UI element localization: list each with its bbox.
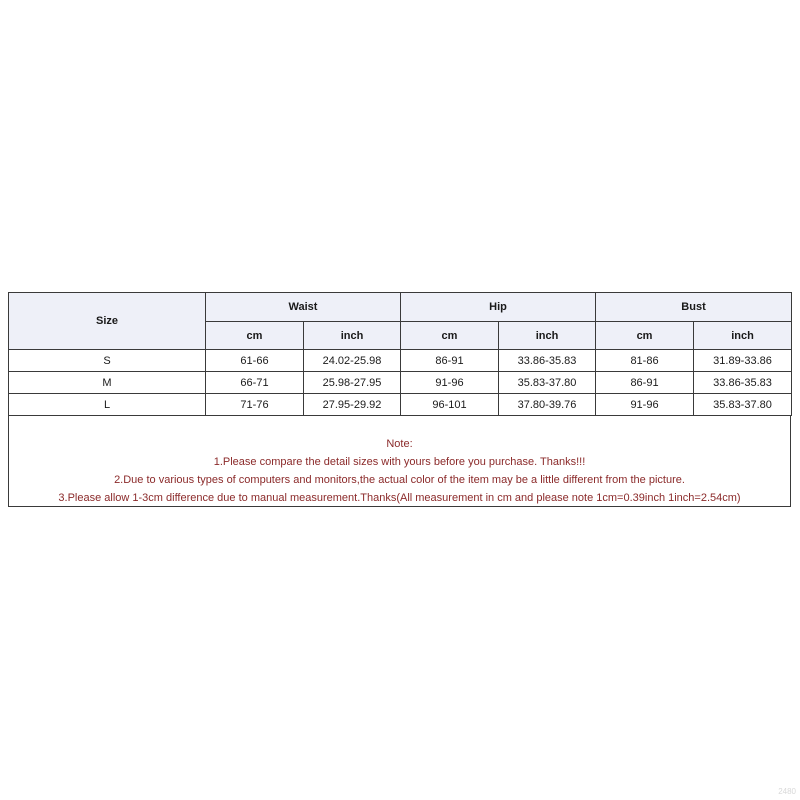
group-header-row bbox=[9, 293, 792, 322]
note-line: 3.Please allow 1-3cm difference due to manual measurement.Thanks(All measurement in cm and please note 1cm=0.39inch 1inch=2.54cm) bbox=[58, 492, 741, 504]
table-cell: 25.98-27.95 bbox=[304, 372, 401, 394]
table-cell: 35.83-37.80 bbox=[499, 372, 596, 394]
table-cell: 31.89-33.86 bbox=[694, 350, 792, 372]
bust-group-header: Bust bbox=[596, 293, 792, 322]
table-cell: 33.86-35.83 bbox=[694, 372, 792, 394]
table-cell: 91-96 bbox=[401, 372, 499, 394]
table-cell: 86-91 bbox=[596, 372, 694, 394]
table-cell: 91-96 bbox=[596, 394, 694, 416]
table-cell: 35.83-37.80 bbox=[694, 394, 792, 416]
table-row bbox=[9, 372, 792, 394]
unit-header: inch bbox=[694, 322, 792, 350]
size-cell: L bbox=[9, 394, 206, 416]
size-column-header: Size bbox=[9, 293, 206, 350]
waist-group-header: Waist bbox=[206, 293, 401, 322]
unit-header: inch bbox=[499, 322, 596, 350]
table-cell: 96-101 bbox=[401, 394, 499, 416]
watermark: 2480 bbox=[778, 787, 796, 796]
size-cell: M bbox=[9, 372, 206, 394]
table-cell: 71-76 bbox=[206, 394, 304, 416]
hip-group-header: Hip bbox=[401, 293, 596, 322]
size-chart bbox=[8, 292, 791, 507]
unit-header: inch bbox=[304, 322, 401, 350]
table-cell: 37.80-39.76 bbox=[499, 394, 596, 416]
table-row bbox=[9, 350, 792, 372]
unit-header: cm bbox=[596, 322, 694, 350]
note-line: 1.Please compare the detail sizes with yours before you purchase. Thanks!!! bbox=[213, 456, 586, 468]
table-cell: 66-71 bbox=[206, 372, 304, 394]
table-cell: 86-91 bbox=[401, 350, 499, 372]
table-cell: 33.86-35.83 bbox=[499, 350, 596, 372]
size-cell: S bbox=[9, 350, 206, 372]
note-title: Note: bbox=[386, 438, 413, 450]
notes-box bbox=[8, 416, 791, 507]
unit-header: cm bbox=[401, 322, 499, 350]
table-cell: 61-66 bbox=[206, 350, 304, 372]
size-table bbox=[8, 292, 792, 416]
note-line: 2.Due to various types of computers and monitors,the actual color of the item may be a little different from the picture. bbox=[114, 474, 685, 486]
table-cell: 27.95-29.92 bbox=[304, 394, 401, 416]
table-cell: 24.02-25.98 bbox=[304, 350, 401, 372]
table-row bbox=[9, 394, 792, 416]
unit-header: cm bbox=[206, 322, 304, 350]
table-cell: 81-86 bbox=[596, 350, 694, 372]
